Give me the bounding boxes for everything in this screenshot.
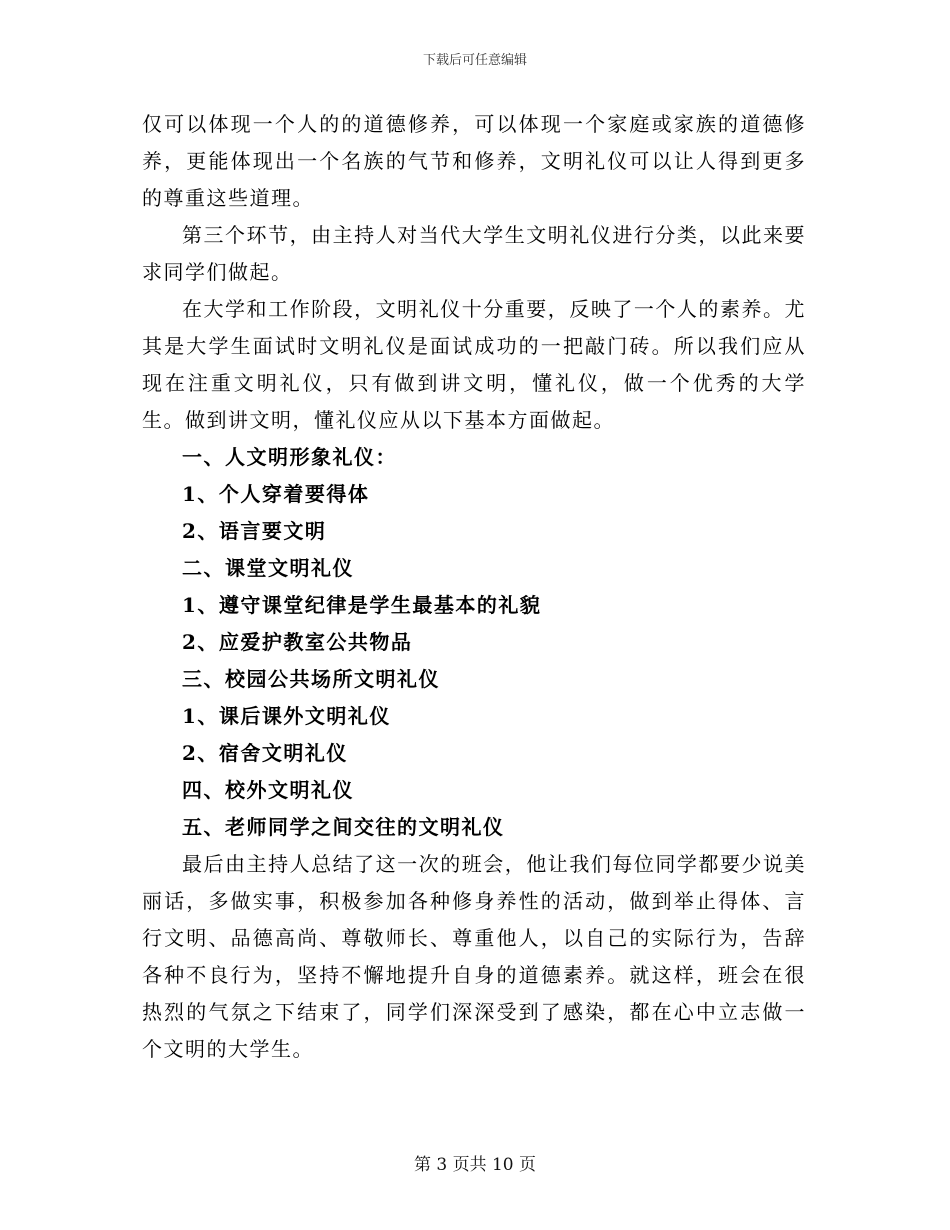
outline-heading-teacher-student: 五、老师同学之间交往的文明礼仪 xyxy=(182,815,505,839)
outline-item-after-class: 1、课后课外文明礼仪 xyxy=(182,704,391,728)
paragraph-conclusion: 最后由主持人总结了这一次的班会，他让我们每位同学都要少说美丽话，多做实事，积极参加各种修身养性的活动，做到举止得体、言行文明、品德高尚、尊敬师长、尊重他人，以自己的实际行为，告辞各种不良行为，坚持不懈地提升自身的道德素养。就这样，班会在很热烈的气氛之下结束了，同学们深深受到了感染，都在心中立志做一个文明的大学生。 xyxy=(142,852,806,1061)
paragraph-etiquette-importance: 在大学和工作阶段，文明礼仪十分重要，反映了一个人的素养。尤其是大学生面试时文明礼仪是面试成功的一把敲门砖。所以我们应从现在注重文明礼仪，只有做到讲文明，懂礼仪，做一个优秀的大学生。做到讲文明，懂礼仪应从以下基本方面做起。 xyxy=(142,297,806,432)
outline-item-dormitory: 2、宿舍文明礼仪 xyxy=(182,741,348,765)
page-header: 下载后可任意编辑 xyxy=(422,53,527,68)
document-body xyxy=(142,106,806,1068)
outline-heading-off-campus: 四、校外文明礼仪 xyxy=(182,778,354,802)
outline-item-dress: 1、个人穿着要得体 xyxy=(182,482,370,506)
page-footer: 第 3 页共 10 页 xyxy=(413,1155,537,1175)
outline-item-public-property: 2、应爱护教室公共物品 xyxy=(182,630,413,654)
outline-heading-personal-image: 一、人文明形象礼仪： xyxy=(182,445,397,469)
outline-heading-classroom: 二、课堂文明礼仪 xyxy=(182,556,354,580)
outline-item-classroom-discipline: 1、遵守课堂纪律是学生最基本的礼貌 xyxy=(182,593,542,617)
paragraph-third-segment: 第三个环节，由主持人对当代大学生文明礼仪进行分类，以此来要求同学们做起。 xyxy=(142,223,806,284)
paragraph-continuation: 仅可以体现一个人的的道德修养，可以体现一个家庭或家族的道德修养，更能体现出一个名族的气节和修养，文明礼仪可以让人得到更多的尊重这些道理。 xyxy=(142,112,806,210)
outline-heading-campus-public: 三、校园公共场所文明礼仪 xyxy=(182,667,440,691)
outline-item-language: 2、语言要文明 xyxy=(182,519,327,543)
